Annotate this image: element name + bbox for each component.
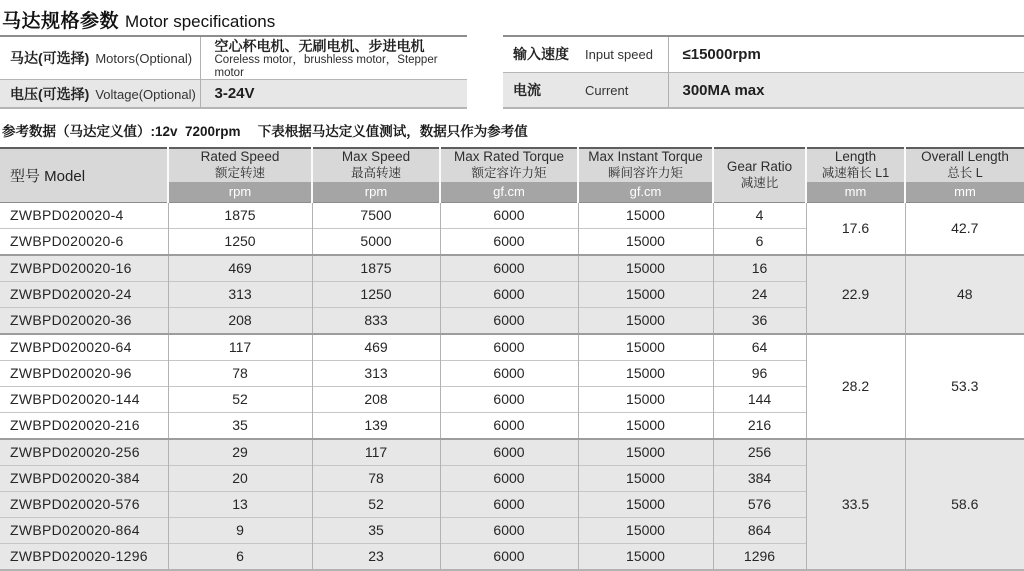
reference-note: 参考数据（马达定义值）:12v 7200rpm 下表根据马达定义值测试，数据只作为参考值 <box>2 124 528 140</box>
max-rated-torque-cell: 6000 <box>440 255 578 282</box>
current-row <box>503 72 1024 108</box>
max-rated-torque-cell: 6000 <box>440 334 578 361</box>
col-header-max-rated-torque: Max Rated Torque 额定容许力矩 <box>440 148 578 182</box>
gear-ratio-cell: 24 <box>713 281 806 307</box>
spec-row <box>0 439 1024 466</box>
model-cell: ZWBPD020020-6 <box>0 228 168 255</box>
max-rated-torque-cell: 6000 <box>440 228 578 255</box>
rated-speed-cell: 117 <box>168 334 312 361</box>
gear-ratio-cell: 576 <box>713 491 806 517</box>
rated-speed-cell: 20 <box>168 465 312 491</box>
max-instant-torque-cell: 15000 <box>578 334 713 361</box>
max-instant-torque-cell: 15000 <box>578 281 713 307</box>
gear-ratio-cell: 144 <box>713 386 806 412</box>
spec-row <box>0 334 1024 361</box>
col-header-overall-length: Overall Length 总长 L <box>905 148 1024 182</box>
motors-label <box>0 36 200 80</box>
motors-label-zh: 马达(可选择) <box>10 50 90 67</box>
max-speed-cell: 35 <box>312 517 440 543</box>
gear-ratio-cell: 4 <box>713 202 806 228</box>
max-instant-torque-cell: 15000 <box>578 543 713 570</box>
max-instant-torque-cell: 15000 <box>578 360 713 386</box>
voltage-row <box>0 80 467 109</box>
max-speed-cell: 23 <box>312 543 440 570</box>
rated-speed-cell: 313 <box>168 281 312 307</box>
rated-speed-cell: 78 <box>168 360 312 386</box>
gear-ratio-cell: 6 <box>713 228 806 255</box>
voltage-value: 3-24V <box>200 80 467 109</box>
max-instant-torque-cell: 15000 <box>578 439 713 466</box>
rated-speed-cell: 6 <box>168 543 312 570</box>
max-instant-torque-cell: 15000 <box>578 465 713 491</box>
spec-table <box>0 147 1024 571</box>
max-rated-torque-cell: 6000 <box>440 202 578 228</box>
max-instant-torque-cell: 15000 <box>578 228 713 255</box>
gear-ratio-cell: 36 <box>713 307 806 334</box>
unit-cell-overall-length: mm <box>905 182 1024 203</box>
input-speed-label-en: Input speed <box>585 47 653 63</box>
input-speed-value: ≤15000rpm <box>668 36 1024 72</box>
input-speed-label <box>503 36 668 72</box>
motor-voltage-table <box>0 35 467 109</box>
motors-value <box>200 36 467 80</box>
max-instant-torque-cell: 15000 <box>578 202 713 228</box>
col-header-rated-speed: Rated Speed 额定转速 <box>168 148 312 182</box>
spec-header-row <box>0 148 1024 182</box>
unit-cell-max-instant-torque: gf.cm <box>578 182 713 203</box>
page-title-en: Motor specifications <box>125 12 276 31</box>
current-value: 300MA max <box>668 72 1024 108</box>
voltage-label-zh: 电压(可选择) <box>10 85 90 102</box>
rated-speed-cell: 9 <box>168 517 312 543</box>
gear-ratio-cell: 96 <box>713 360 806 386</box>
max-rated-torque-cell: 6000 <box>440 439 578 466</box>
current-label-zh: 电流 <box>513 82 541 99</box>
gear-ratio-cell: 216 <box>713 412 806 439</box>
length-cell: 17.6 <box>806 202 905 255</box>
rated-speed-cell: 29 <box>168 439 312 466</box>
motors-value-en: Coreless motor，brushless motor，Stepper motor <box>214 54 438 79</box>
gear-ratio-cell: 1296 <box>713 543 806 570</box>
motors-label-en: Motors(Optional) <box>95 51 193 67</box>
model-cell: ZWBPD020020-576 <box>0 491 168 517</box>
max-speed-cell: 208 <box>312 386 440 412</box>
col-header-length: Length 减速箱长 L1 <box>806 148 905 182</box>
max-speed-cell: 1250 <box>312 281 440 307</box>
max-instant-torque-cell: 15000 <box>578 307 713 334</box>
max-rated-torque-cell: 6000 <box>440 386 578 412</box>
rated-speed-cell: 1250 <box>168 228 312 255</box>
speed-current-table <box>503 35 1024 109</box>
overall-length-cell: 48 <box>905 255 1024 334</box>
max-speed-cell: 117 <box>312 439 440 466</box>
spec-table-header <box>0 148 1024 202</box>
model-cell: ZWBPD020020-256 <box>0 439 168 466</box>
model-cell: ZWBPD020020-144 <box>0 386 168 412</box>
rated-speed-cell: 52 <box>168 386 312 412</box>
max-instant-torque-cell: 15000 <box>578 386 713 412</box>
overall-length-cell: 53.3 <box>905 334 1024 439</box>
max-rated-torque-cell: 6000 <box>440 281 578 307</box>
page-title-zh: 马达规格参数 <box>2 11 120 32</box>
model-cell: ZWBPD020020-1296 <box>0 543 168 570</box>
model-cell: ZWBPD020020-4 <box>0 202 168 228</box>
input-speed-label-zh: 输入速度 <box>513 46 569 63</box>
max-speed-cell: 78 <box>312 465 440 491</box>
max-rated-torque-cell: 6000 <box>440 307 578 334</box>
rated-speed-cell: 469 <box>168 255 312 282</box>
max-rated-torque-cell: 6000 <box>440 543 578 570</box>
max-speed-cell: 469 <box>312 334 440 361</box>
spec-row <box>0 255 1024 282</box>
model-cell: ZWBPD020020-16 <box>0 255 168 282</box>
voltage-label-en: Voltage(Optional) <box>95 86 196 102</box>
max-speed-cell: 7500 <box>312 202 440 228</box>
voltage-label <box>0 80 200 109</box>
model-cell: ZWBPD020020-96 <box>0 360 168 386</box>
rated-speed-cell: 1875 <box>168 202 312 228</box>
gear-ratio-cell: 256 <box>713 439 806 466</box>
col-header-model: 型号 Model <box>0 148 168 202</box>
max-rated-torque-cell: 6000 <box>440 491 578 517</box>
gear-ratio-cell: 384 <box>713 465 806 491</box>
rated-speed-cell: 13 <box>168 491 312 517</box>
max-rated-torque-cell: 6000 <box>440 517 578 543</box>
input-speed-row <box>503 36 1024 72</box>
max-rated-torque-cell: 6000 <box>440 360 578 386</box>
max-speed-cell: 5000 <box>312 228 440 255</box>
model-cell: ZWBPD020020-24 <box>0 281 168 307</box>
col-header-max-instant-torque: Max Instant Torque 瞬间容许力矩 <box>578 148 713 182</box>
model-cell: ZWBPD020020-216 <box>0 412 168 439</box>
motors-row <box>0 36 467 80</box>
max-rated-torque-cell: 6000 <box>440 412 578 439</box>
gear-ratio-cell: 16 <box>713 255 806 282</box>
length-cell: 33.5 <box>806 439 905 570</box>
max-instant-torque-cell: 15000 <box>578 517 713 543</box>
motors-value-zh: 空心杯电机、无刷电机、步进电机 <box>214 38 425 54</box>
model-cell: ZWBPD020020-384 <box>0 465 168 491</box>
unit-cell-length: mm <box>806 182 905 203</box>
max-instant-torque-cell: 15000 <box>578 255 713 282</box>
unit-cell-max-speed: rpm <box>312 182 440 203</box>
overall-length-cell: 42.7 <box>905 202 1024 255</box>
gear-ratio-cell: 64 <box>713 334 806 361</box>
current-label <box>503 72 668 108</box>
max-speed-cell: 52 <box>312 491 440 517</box>
max-speed-cell: 833 <box>312 307 440 334</box>
max-instant-torque-cell: 15000 <box>578 412 713 439</box>
overall-length-cell: 58.6 <box>905 439 1024 570</box>
rated-speed-cell: 35 <box>168 412 312 439</box>
info-tables <box>0 35 1024 109</box>
max-rated-torque-cell: 6000 <box>440 465 578 491</box>
model-cell: ZWBPD020020-864 <box>0 517 168 543</box>
unit-cell-rated-speed: rpm <box>168 182 312 203</box>
model-cell: ZWBPD020020-36 <box>0 307 168 334</box>
rated-speed-cell: 208 <box>168 307 312 334</box>
length-cell: 22.9 <box>806 255 905 334</box>
max-speed-cell: 313 <box>312 360 440 386</box>
col-header-max-speed: Max Speed 最高转速 <box>312 148 440 182</box>
spec-table-body <box>0 202 1024 570</box>
model-cell: ZWBPD020020-64 <box>0 334 168 361</box>
spec-row <box>0 202 1024 228</box>
unit-cell-max-rated-torque: gf.cm <box>440 182 578 203</box>
length-cell: 28.2 <box>806 334 905 439</box>
max-instant-torque-cell: 15000 <box>578 491 713 517</box>
page-title <box>0 0 1024 34</box>
current-label-en: Current <box>585 83 629 99</box>
max-speed-cell: 139 <box>312 412 440 439</box>
col-header-gear-ratio: Gear Ratio 减速比 <box>713 148 806 202</box>
max-speed-cell: 1875 <box>312 255 440 282</box>
gear-ratio-cell: 864 <box>713 517 806 543</box>
